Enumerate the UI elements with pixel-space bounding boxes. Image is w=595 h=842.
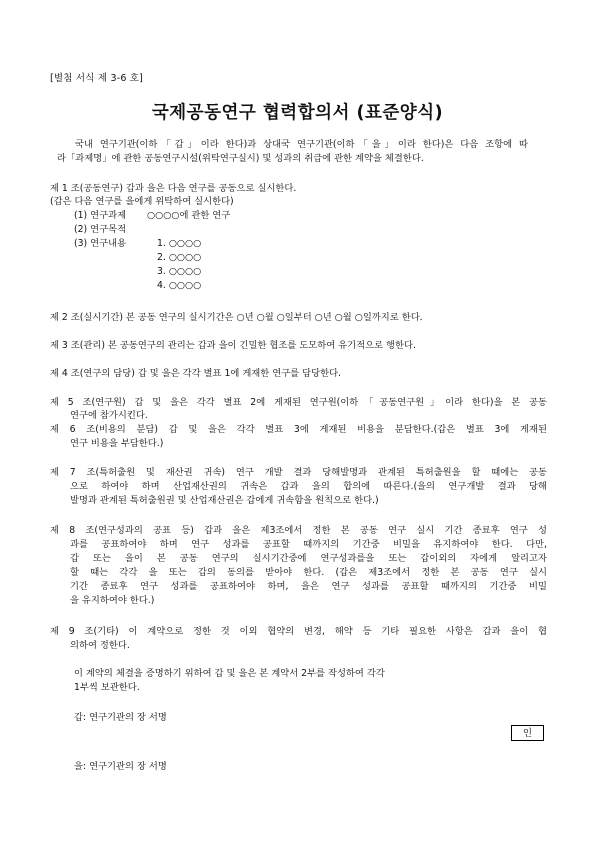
article-8-line-3: 갑 또는 을이 본 공동 연구의 실시기간중에 연구성과를을 또는 갑이외의 자에게 알리고자 bbox=[70, 553, 547, 564]
article-9-line-1: 제 9 조(기타) 이 계약으로 정한 것 이외 협약의 변경, 해약 등 기타 필요한 사항은 갑과 을이 협 bbox=[50, 626, 547, 637]
article-3: 제 3 조(관리) 본 공동연구의 관리는 갑과 을이 긴밀한 협조를 도모하여 유기적으로 행한다. bbox=[50, 340, 416, 351]
article-2: 제 2 조(실시기간) 본 공동 연구의 실시기간은 ○년 ○월 ○일부터 ○년 ○월 ○일까지로 한다. bbox=[50, 312, 423, 323]
article-1-heading: 제 1 조(공동연구) 갑과 을은 다음 연구를 공동으로 실시한다. bbox=[50, 183, 297, 194]
article-8-line-4: 할 때는 각각 을 또는 갑의 동의를 받아야 한다. (갑은 제3조에서 정한 본 공동 연구 실시 bbox=[70, 567, 547, 578]
article-1-delegation-note: (갑은 다음 연구를 을에게 위탁하여 실시한다) bbox=[50, 196, 234, 207]
article-7-line-1: 제 7 조(특허출원 및 재산권 귀속) 연구 개발 결과 당해발명과 관계된 특허출원을 할 때에는 공동 bbox=[50, 467, 547, 478]
article-1-item-3-label: (3) 연구내용 bbox=[74, 238, 127, 249]
closing-line-1: 이 계약의 체결을 증명하기 위하여 갑 및 을은 본 계약서 2부를 작성하여 각각 bbox=[74, 668, 385, 679]
article-7-line-2: 으로 하여야 하며 산업재산권의 귀속은 갑과 을의 합의에 따른다.(을의 연구개발 결과 당해 bbox=[70, 481, 547, 492]
article-7-line-3: 발명과 관계된 특허출원권 및 산업재산권은 갑에게 귀속함을 원칙으로 한다.) bbox=[70, 495, 379, 506]
article-8-line-1: 제 8 조(연구성과의 공표 등) 갑과 을은 제3조에서 정한 본 공동 연구 실시 기간 종료후 연구 성 bbox=[50, 525, 547, 536]
article-1-content-1: 1. ○○○○ bbox=[157, 238, 202, 249]
article-1-content-3: 3. ○○○○ bbox=[157, 266, 202, 277]
article-1-item-1-value: ○○○○에 관한 연구 bbox=[147, 210, 231, 221]
closing-line-2: 1부씩 보관한다. bbox=[74, 682, 140, 693]
article-8-line-5: 기간 종료후 연구 성과를 공표하여야 하며, 을은 연구 성과를 공표할 때까지의 기간중 비밀 bbox=[70, 581, 547, 592]
article-5-line-1: 제 5 조(연구원) 갑 및 을은 각각 별표 2에 게재된 연구원(이하「공동연구원」이라 한다)을 본 공동 bbox=[50, 397, 547, 408]
signature-party-b: 을: 연구기관의 장 서명 bbox=[74, 761, 167, 772]
article-4: 제 4 조(연구의 담당) 갑 및 을은 각각 별표 1에 게재한 연구를 담당한다. bbox=[50, 368, 342, 379]
intro-line-2: 라「과제명」에 관한 공동연구시설(위탁연구실시) 및 성과의 취급에 관한 계약을 체결한다. bbox=[57, 153, 424, 164]
article-8-line-2: 과를 공표하여야 하며 연구 성과를 공표할 때까지의 기간중 비밀을 유지하여야 한다. 다만, bbox=[70, 539, 547, 550]
article-1-content-4: 4. ○○○○ bbox=[157, 280, 202, 291]
article-9-line-2: 의하여 정한다. bbox=[70, 640, 130, 651]
form-number-label: [별첨 서식 제 3-6 호] bbox=[50, 73, 144, 84]
article-1-item-1-label: (1) 연구과제 bbox=[74, 210, 127, 221]
document-title: 국제공동연구 협력합의서 (표준양식) bbox=[151, 103, 444, 123]
intro-line-1: 국내 연구기관(이하「갑」이라 한다)과 상대국 연구기관(이하「을」이라 한다)은 다음 조항에 따 bbox=[75, 139, 528, 150]
article-6-line-2: 연구 비용을 부담한다.) bbox=[70, 438, 164, 449]
article-8-line-6: 을 유지하여야 한다.) bbox=[70, 595, 155, 606]
article-1-item-2-label: (2) 연구목적 bbox=[74, 224, 127, 235]
article-6-line-1: 제 6 조(비용의 분담) 갑 및 을은 각각 별표 3에 게재된 비용을 분담한다.(갑은 별표 3에 게재된 bbox=[50, 424, 547, 435]
article-5-line-2: 연구에 참가시킨다. bbox=[70, 410, 148, 421]
signature-party-a: 갑: 연구기관의 장 서명 bbox=[74, 712, 167, 723]
article-1-content-2: 2. ○○○○ bbox=[157, 252, 202, 263]
seal-box: 인 bbox=[511, 725, 544, 741]
